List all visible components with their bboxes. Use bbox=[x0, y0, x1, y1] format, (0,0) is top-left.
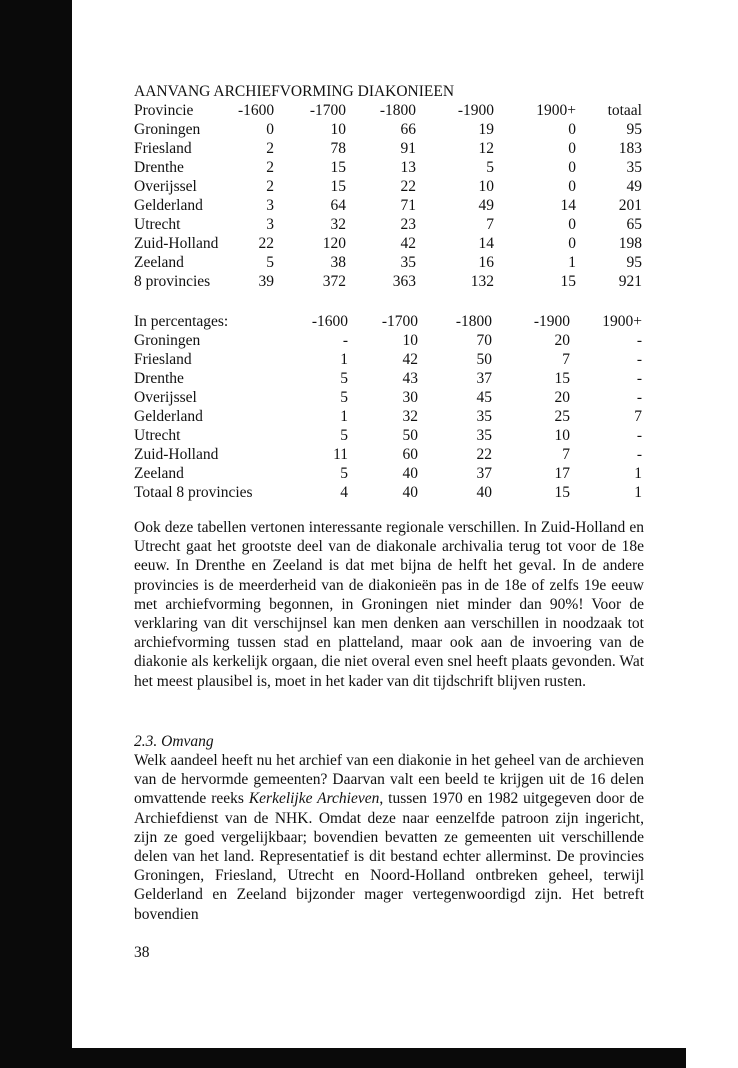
table-title: AANVANG ARCHIEFVORMING DIAKONIEEN bbox=[134, 83, 455, 100]
table-cell: 95 bbox=[626, 121, 642, 138]
row-label: Friesland bbox=[134, 351, 192, 368]
table-cell: 10 bbox=[478, 178, 494, 195]
table-cell: 32 bbox=[330, 216, 346, 233]
row-label: Gelderland bbox=[134, 197, 203, 214]
table-cell: 132 bbox=[470, 273, 494, 290]
table-cell: 25 bbox=[554, 408, 570, 425]
table-cell: 183 bbox=[618, 140, 642, 157]
scan-border-bottom bbox=[72, 1048, 686, 1068]
row-label: Drenthe bbox=[134, 159, 184, 176]
row-label: Drenthe bbox=[134, 370, 184, 387]
row-label: Gelderland bbox=[134, 408, 203, 425]
table-cell: 65 bbox=[626, 216, 642, 233]
table-cell: 2 bbox=[266, 159, 274, 176]
row-label: Utrecht bbox=[134, 216, 181, 233]
table-cell: 12 bbox=[478, 140, 494, 157]
paragraph bbox=[134, 751, 644, 924]
table-cell: 4 bbox=[340, 484, 348, 501]
table-cell: 43 bbox=[402, 370, 418, 387]
table-cell: 5 bbox=[486, 159, 494, 176]
table-cell: 35 bbox=[400, 254, 416, 271]
table-cell: 49 bbox=[626, 178, 642, 195]
table-cell: 5 bbox=[340, 370, 348, 387]
table-cell: 0 bbox=[568, 121, 576, 138]
table-cell: 921 bbox=[618, 273, 642, 290]
table-cell: 7 bbox=[634, 408, 642, 425]
table-cell: 7 bbox=[562, 446, 570, 463]
row-label: 8 provincies bbox=[134, 273, 211, 290]
table-cell: 32 bbox=[402, 408, 418, 425]
table-cell: 42 bbox=[402, 351, 418, 368]
table-cell: - bbox=[342, 332, 348, 349]
table-cell: - bbox=[636, 389, 642, 406]
table-cell: 15 bbox=[560, 273, 576, 290]
table-cell: 1 bbox=[634, 484, 642, 501]
row-label: Zuid-Holland bbox=[134, 446, 219, 463]
table-cell: 37 bbox=[476, 465, 492, 482]
table-cell: 20 bbox=[554, 332, 570, 349]
table-cell: 3 bbox=[266, 197, 274, 214]
table-cell: 20 bbox=[554, 389, 570, 406]
row-label: Zeeland bbox=[134, 465, 184, 482]
table-cell: 198 bbox=[618, 235, 642, 252]
table-cell: 22 bbox=[400, 178, 416, 195]
table-cell: 5 bbox=[266, 254, 274, 271]
table-cell: 5 bbox=[340, 427, 348, 444]
table-cell: 1 bbox=[340, 351, 348, 368]
column-header: In percentages: bbox=[134, 313, 229, 330]
table-cell: 2 bbox=[266, 178, 274, 195]
column-header: 1900+ bbox=[602, 313, 642, 330]
table-cell: 42 bbox=[400, 235, 416, 252]
table-cell: 1 bbox=[568, 254, 576, 271]
row-label: Overijssel bbox=[134, 178, 197, 195]
table-cell: 10 bbox=[330, 121, 346, 138]
table-cell: 66 bbox=[400, 121, 416, 138]
table-cell: - bbox=[636, 332, 642, 349]
column-header: -1800 bbox=[455, 313, 492, 330]
table-cell: - bbox=[636, 427, 642, 444]
paragraph-text: Welk aandeel heeft nu het archief van een diakonie in het geheel van de archieven van de hervormde gemeenten? Daarvan valt een beeld te krijgen uit de 16 delen omvattende reeks bbox=[134, 752, 644, 808]
table-cell: 30 bbox=[402, 389, 418, 406]
column-header: 1900+ bbox=[536, 102, 576, 119]
table-cell: 11 bbox=[333, 446, 348, 463]
table-cell: - bbox=[636, 446, 642, 463]
table-cell: 10 bbox=[402, 332, 418, 349]
table-cell: 15 bbox=[330, 159, 346, 176]
table-cell: 1 bbox=[340, 408, 348, 425]
table-cell: 5 bbox=[340, 389, 348, 406]
table-cell: 0 bbox=[568, 140, 576, 157]
table-cell: 0 bbox=[568, 216, 576, 233]
table-cell: 13 bbox=[400, 159, 416, 176]
table-cell: 40 bbox=[476, 484, 492, 501]
row-label: Groningen bbox=[134, 121, 201, 138]
table-cell: - bbox=[636, 351, 642, 368]
table-cell: 7 bbox=[562, 351, 570, 368]
row-label: Overijssel bbox=[134, 389, 197, 406]
table-cell: 60 bbox=[402, 446, 418, 463]
section-heading: 2.3. Omvang bbox=[134, 733, 214, 750]
table-cell: 5 bbox=[340, 465, 348, 482]
table-cell: 201 bbox=[618, 197, 642, 214]
table-cell: 71 bbox=[400, 197, 416, 214]
column-header: -1700 bbox=[381, 313, 418, 330]
table-cell: 35 bbox=[626, 159, 642, 176]
table-cell: 10 bbox=[554, 427, 570, 444]
table-cell: 363 bbox=[392, 273, 416, 290]
table-cell: 40 bbox=[402, 484, 418, 501]
table-cell: 23 bbox=[400, 216, 416, 233]
scan-border-left bbox=[0, 0, 72, 1068]
table-cell: 50 bbox=[402, 427, 418, 444]
column-header: -1600 bbox=[238, 102, 275, 119]
table-cell: 70 bbox=[476, 332, 492, 349]
row-label: Zuid-Holland bbox=[134, 235, 219, 252]
paragraph-text: , tussen 1970 en 1982 uitgegeven door de Archiefdienst van de NHK. Omdat deze naar eenzelfde patroon zijn ingericht, zijn ze goed vergelijkbaar; bovendien bevatten ze gemeenten uit verschillende delen van het land. Representatief is dit bestand echter allerminst. De provincies Groningen, Friesland, Utrecht en Noord-Holland ontbreken geheel, terwijl Gelderland en Zeeland bijzonder mager vertegenwoordigd zijn. Het betreft bovendien bbox=[134, 790, 644, 923]
table-cell: 78 bbox=[330, 140, 346, 157]
column-header: Provincie bbox=[134, 102, 194, 119]
table-cell: 35 bbox=[476, 408, 492, 425]
table-cell: 15 bbox=[554, 370, 570, 387]
row-label: Friesland bbox=[134, 140, 192, 157]
table-cell: 22 bbox=[476, 446, 492, 463]
column-header: -1900 bbox=[457, 102, 494, 119]
table-cell: 14 bbox=[478, 235, 494, 252]
row-label: Groningen bbox=[134, 332, 201, 349]
table-cell: - bbox=[636, 370, 642, 387]
table-cell: 64 bbox=[330, 197, 346, 214]
table-cell: 120 bbox=[322, 235, 346, 252]
table-cell: 372 bbox=[322, 273, 346, 290]
table-cell: 40 bbox=[402, 465, 418, 482]
table-cell: 22 bbox=[258, 235, 274, 252]
column-header: -1600 bbox=[311, 313, 348, 330]
table-cell: 37 bbox=[476, 370, 492, 387]
paragraph: Ook deze tabellen vertonen interessante regionale verschillen. In Zuid-Holland en Utrecht gaat het grootste deel van de diakonale archivalia terug tot voor de 18e eeuw. In Drenthe en Zeeland is dat met bijna de helft het geval. In de andere provincies is de meerderheid van de diakonieën pas in de 18e of zelfs 19e eeuw met archiefvorming begonnen, in Groningen niet minder dan 90%! Voor de verklaring van dit verschijnsel kan men denken aan verschillen in noodzaak tot archiefvorming tussen stad en platteland, maar ook aan de invoering van de diakonie als kerkelijk orgaan, die niet overal even snel heeft plaats gevonden. Wat het meest plausibel is, moet in het kader van dit tijdschrift blijven rusten. bbox=[134, 519, 644, 690]
table-cell: 19 bbox=[478, 121, 494, 138]
table-cell: 50 bbox=[476, 351, 492, 368]
row-label: Totaal 8 provincies bbox=[134, 484, 253, 501]
table-cell: 14 bbox=[560, 197, 576, 214]
row-label: Zeeland bbox=[134, 254, 184, 271]
publication-title: Kerkelijke Archieven bbox=[248, 790, 380, 808]
column-header: -1800 bbox=[379, 102, 416, 119]
row-label: Utrecht bbox=[134, 427, 181, 444]
table-cell: 0 bbox=[568, 235, 576, 252]
table-cell: 17 bbox=[554, 465, 570, 482]
table-cell: 49 bbox=[478, 197, 494, 214]
table-cell: 35 bbox=[476, 427, 492, 444]
table-cell: 1 bbox=[634, 465, 642, 482]
table-cell: 0 bbox=[266, 121, 274, 138]
table-cell: 15 bbox=[554, 484, 570, 501]
column-header: totaal bbox=[607, 102, 642, 119]
table-cell: 15 bbox=[330, 178, 346, 195]
table-cell: 16 bbox=[478, 254, 494, 271]
table-cell: 45 bbox=[476, 389, 492, 406]
page-number: 38 bbox=[134, 944, 150, 961]
column-header: -1900 bbox=[533, 313, 570, 330]
table-cell: 2 bbox=[266, 140, 274, 157]
table-cell: 38 bbox=[330, 254, 346, 271]
table-cell: 0 bbox=[568, 159, 576, 176]
table-cell: 39 bbox=[258, 273, 274, 290]
column-header: -1700 bbox=[309, 102, 346, 119]
table-cell: 3 bbox=[266, 216, 274, 233]
table-cell: 95 bbox=[626, 254, 642, 271]
table-cell: 7 bbox=[486, 216, 494, 233]
table-cell: 0 bbox=[568, 178, 576, 195]
table-cell: 91 bbox=[400, 140, 416, 157]
